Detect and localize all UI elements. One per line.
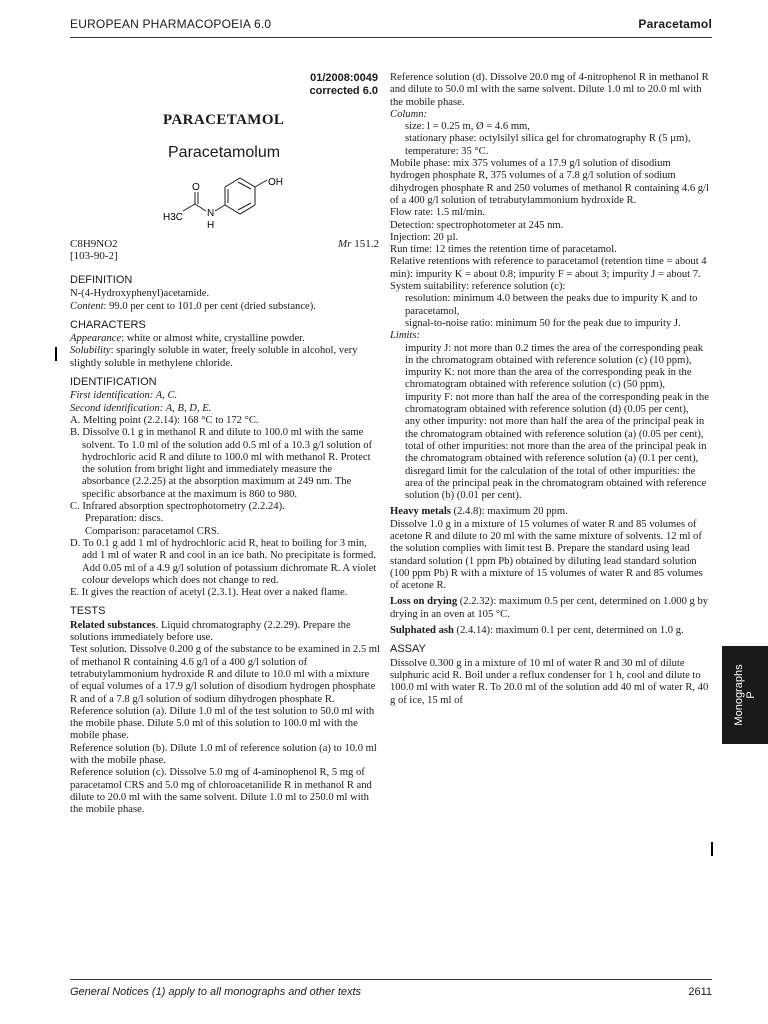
loss-on-drying: Loss on drying (2.2.32): maximum 0.5 per cent, determined on 1.000 g by drying in an oven at 105 °C. xyxy=(390,596,709,620)
running-header-left: EUROPEAN PHARMACOPOEIA 6.0 xyxy=(70,17,272,31)
nitrogen-label: N xyxy=(207,208,215,219)
reference-solution-b: Reference solution (b). Dilute 1.0 ml of reference solution (a) to 10.0 ml with the mobile phase. xyxy=(70,742,377,766)
chemical-name: N-(4-Hydroxyphenyl)acetamide. xyxy=(70,288,210,300)
relative-retentions: Relative retentions with reference to paracetamol (retention time = about 4 min): impurity K = about 0.8; impurity F = about 3; impurity J = about 7. xyxy=(390,256,707,280)
content-paragraph: Content: 99.0 per cent to 101.0 per cent (dried substance). xyxy=(70,300,316,312)
reference-solution-d: Reference solution (d). Dissolve 20.0 mg of 4-nitrophenol R in methanol R and dilute to 50.0 ml with the same solvent. Dilute 1.0 ml to 20.0 ml with the mobile phase. xyxy=(390,72,709,108)
page-number: 2611 xyxy=(688,986,712,998)
revision-bar-left xyxy=(55,347,57,361)
identification-e: E. It gives the reaction of acetyl (2.3.1). Heat over a naked flame. xyxy=(70,587,348,599)
revision-bar-right xyxy=(711,842,713,856)
left-column xyxy=(70,274,380,816)
assay-heading: ASSAY xyxy=(390,643,426,656)
identification-b: B. Dissolve 0.1 g in methanol R and dilute to 100.0 ml with the same solvent. To 1.0 ml of the solution add 0.5 ml of a 10.3 g/l solution of hydrochloric acid R and dilute to 100.0 ml with methanol R. Protect the solution from bright light and immediately measure the absorbance (2.2.25) at the absorption maximum at 249 nm. The specific absorbance at the maximum is 860 to 980. xyxy=(70,427,373,500)
limit-impurity-k: impurity K: not more than the area of the corresponding peak in the chromatogram obtained with reference solution (c) (50 ppm), xyxy=(405,367,692,391)
identification-c: C. Infrared absorption spectrophotometry (2.2.24). xyxy=(70,501,285,513)
monograph-correction: corrected 6.0 xyxy=(309,85,378,97)
sulphated-ash: Sulphated ash (2.4.14): maximum 0.1 per cent, determined on 1.0 g. xyxy=(390,625,684,637)
flow-rate: Flow rate: 1.5 ml/min. xyxy=(390,207,486,219)
stationary-phase: stationary phase: octylsilyl silica gel for chromatography R (5 µm), xyxy=(405,133,691,145)
mobile-phase: Mobile phase: mix 375 volumes of a 17.9 g/l solution of disodium hydrogen phosphate R, 375 volumes of a 7.8 g/l solution of sodium dihydrogen phosphate R and 250 volumes of methanol R containing 4.6 g/l of a 400 g/l solution of tetrabutylammonium hydroxide R. xyxy=(390,158,709,206)
appearance-paragraph: Appearance: white or almost white, crystalline powder. xyxy=(70,333,305,345)
disregard-limit: disregard limit for the calculation of the total of other impurities: the area of the principal peak in the chromatogram obtained with reference solution (b) (0.01 per cent). xyxy=(405,465,707,502)
signal-to-noise: signal-to-noise ratio: minimum 50 for the peak due to impurity J. xyxy=(405,317,681,329)
heavy-metals: Heavy metals (2.4.8): maximum 20 ppm. xyxy=(390,506,568,518)
limit-impurity-j: impurity J: not more than 0.2 times the area of the corresponding peak in the chromatogram obtained with reference solution (c) (10 ppm), xyxy=(405,342,704,366)
molecular-weight: Mr 151.2 xyxy=(338,238,379,250)
limits-label: Limits: xyxy=(390,330,421,342)
limit-total-other: total of other impurities: not more than the area of the principal peak in the chromatogram obtained with reference solution (a) (0.1 per cent), xyxy=(405,440,707,465)
footer-notice: General Notices (1) apply to all monographs and other texts xyxy=(70,986,362,998)
column-label: Column: xyxy=(390,108,428,120)
limit-any-other: any other impurity: not more than half the area of the principal peak in the chromatogram obtained with reference solution (a) (0.05 per cent), xyxy=(405,416,705,440)
related-substances: Related substances. Liquid chromatography (2.2.29). Prepare the solutions immediately before use. xyxy=(70,619,351,644)
second-identification: Second identification: A, B, D, E. xyxy=(70,402,212,414)
first-identification: First identification: A, C. xyxy=(70,390,178,402)
cas-number: [103-90-2] xyxy=(70,250,118,262)
heavy-metals-procedure: Dissolve 1.0 g in a mixture of 15 volumes of water R and 85 volumes of acetone R and dilute to 20 ml with the same mixture of solvents. 12 ml of the solution complies with limit test B. Prepare the standard using lead standard solution (1 ppm Pb) obtained by diluting lead standard solution (100 ppm Pb) R with a mixture of 15 volumes of water R and 85 volumes of acetone R. xyxy=(390,518,703,592)
identification-a: A. Melting point (2.2.14): 168 °C to 172 °C. xyxy=(70,414,259,426)
injection: Injection: 20 µl. xyxy=(390,231,459,243)
hydrogen-label: H xyxy=(207,220,215,231)
system-suitability: System suitability: reference solution (c): xyxy=(390,281,566,293)
characters-heading: CHARACTERS xyxy=(70,318,146,331)
identification-d: D. To 0.1 g add 1 ml of hydrochloric acid R, heat to boiling for 3 min, add 1 ml of water R and cool in an ice bath. No precipitate is formed. Add 0.05 ml of a 4.9 g/l solution of potassium dichromate R. A violet colour develops which does not change to red. xyxy=(70,537,377,586)
oxygen-label: O xyxy=(192,182,200,193)
header-rule xyxy=(70,37,712,38)
structural-formula xyxy=(150,170,290,232)
monographs-side-tab: Monographs P xyxy=(722,646,768,744)
detection: Detection: spectrophotometer at 245 nm. xyxy=(390,219,564,231)
reference-solution-a: Reference solution (a). Dilute 1.0 ml of the test solution to 50.0 ml with the mobile phase. Dilute 5.0 ml of this solution to 100.0 ml with the mobile phase. xyxy=(70,705,375,742)
identification-heading: IDENTIFICATION xyxy=(70,376,157,389)
running-header-right: Paracetamol xyxy=(638,17,712,31)
run-time: Run time: 12 times the retention time of paracetamol. xyxy=(390,244,617,256)
monograph-title: PARACETAMOL xyxy=(163,112,285,128)
assay-text: Dissolve 0.300 g in a mixture of 10 ml of water R and 30 ml of dilute sulphuric acid R. Boil under a reflux condenser for 1 h, cool and dilute to 100.0 ml with water R. To 20.0 ml of the solution add 40 ml of water R, 40 g of ice, 15 ml of xyxy=(390,657,709,706)
latin-name: Paracetamolum xyxy=(168,144,281,161)
tests-heading: TESTS xyxy=(70,605,106,618)
test-solution: Test solution. Dissolve 0.200 g of the substance to be examined in 2.5 ml of methanol R containing 4.6 g/l of a 400 g/l solution of tetrabutylammonium hydroxide R and dilute to 10.0 ml with a mixture of equal volumes of a 17.9 g/l solution of disodium hydrogen phosphate R and of a 7.8 g/l solution of sodium dihydrogen phosphate R. xyxy=(70,644,380,705)
oh-label: OH xyxy=(268,177,283,188)
footer-rule xyxy=(70,979,712,980)
limit-impurity-f: impurity F: not more than half the area of the corresponding peak in the chromatogram obtained with reference solution (d) (0.05 per cent), xyxy=(405,391,709,416)
methyl-label: H3C xyxy=(163,212,184,223)
identification-c-preparation: Preparation: discs. xyxy=(85,513,164,525)
solubility-paragraph: Solubility: sparingly soluble in water, freely soluble in alcohol, very slightly soluble in methylene chloride. xyxy=(70,345,358,369)
monograph-ref-number: 01/2008:0049 xyxy=(310,72,378,84)
column-size: size: l = 0.25 m, Ø = 4.6 mm, xyxy=(405,121,530,133)
identification-c-comparison: Comparison: paracetamol CRS. xyxy=(85,525,220,537)
reference-solution-c: Reference solution (c). Dissolve 5.0 mg of 4-aminophenol R, 5 mg of paracetamol CRS and 5.0 mg of chloroacetanilide R in methanol R and dilute to 20.0 ml with the same solvent. Dilute 1.0 ml to 250.0 ml with the mobile phase. xyxy=(70,767,372,816)
resolution: resolution: minimum 4.0 between the peaks due to impurity K and to paracetamol, xyxy=(405,293,698,317)
column-temperature: temperature: 35 °C. xyxy=(405,145,489,157)
right-column xyxy=(390,72,712,707)
molecular-formula: C8H9NO2 [103-90-2] xyxy=(70,238,118,262)
definition-heading: DEFINITION xyxy=(70,274,133,286)
